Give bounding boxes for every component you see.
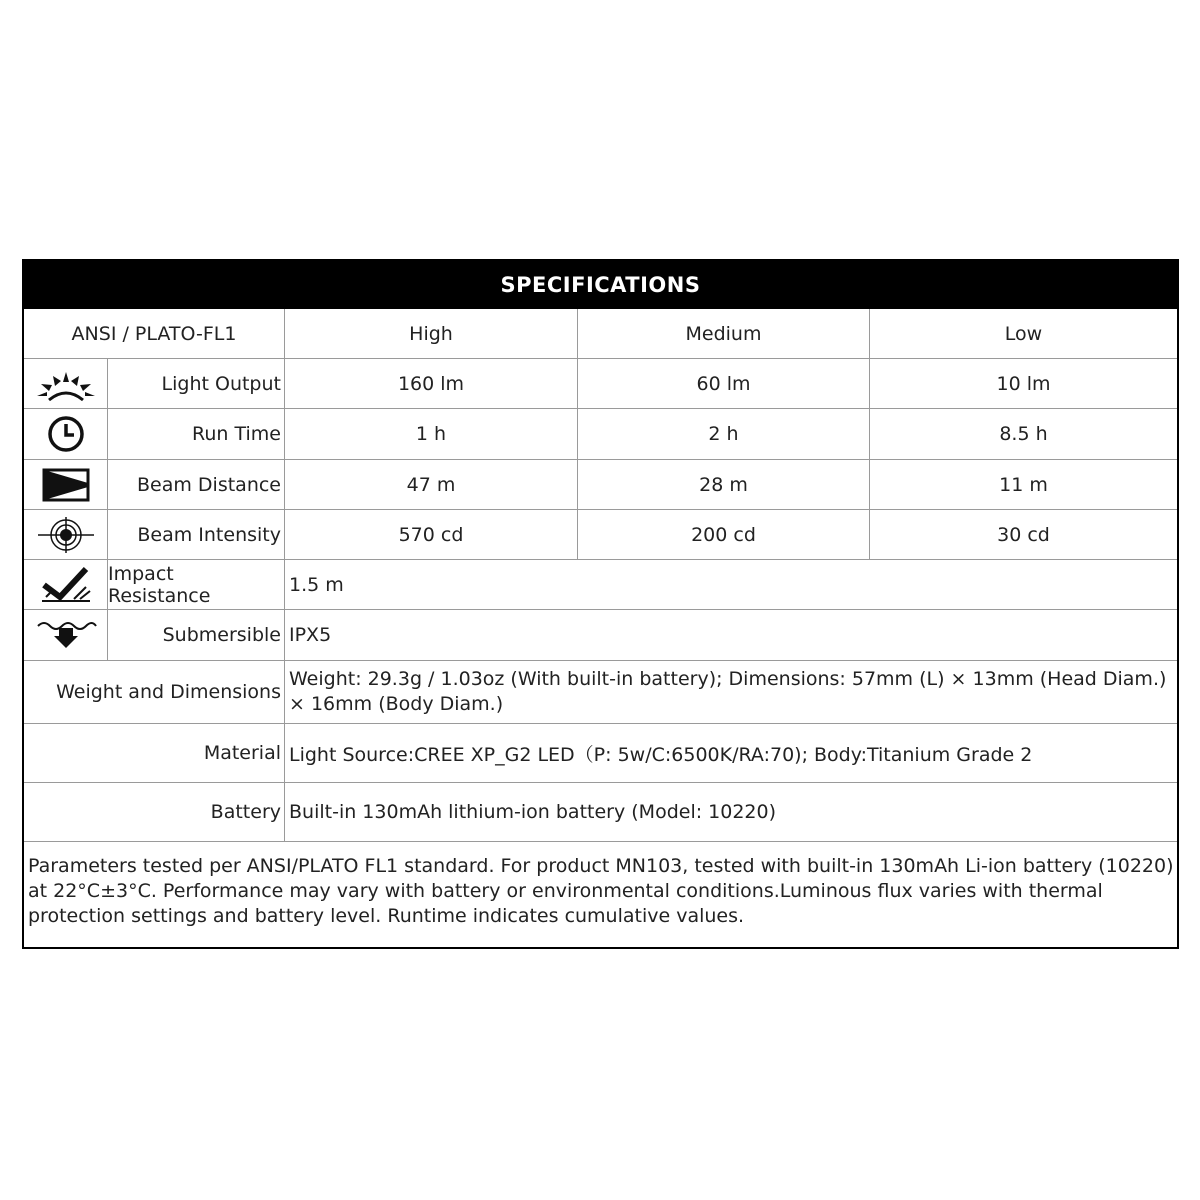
value-cell: 28 m bbox=[699, 473, 748, 496]
mode-low: Low bbox=[1004, 322, 1043, 345]
row-divider bbox=[24, 841, 1177, 842]
row-label: Submersible bbox=[162, 624, 281, 646]
value-cell: 10 lm bbox=[996, 372, 1051, 395]
value-cell: 60 lm bbox=[696, 372, 751, 395]
value-cell: 1.5 m bbox=[289, 573, 344, 596]
impact-resistance-icon bbox=[24, 560, 107, 609]
row-label: Material bbox=[203, 742, 281, 764]
row-label: Weight and Dimensions bbox=[56, 681, 281, 703]
row-label: Light Output bbox=[161, 372, 281, 395]
footnote: Parameters tested per ANSI/PLATO FL1 standard. For product MN103, tested with built-in 130mAh Li-ion battery (10220) at 22°C±3°C. Performance may vary with battery or environmental conditions.Luminous flux varies with thermal protection settings and battery level. Runtime indicates cumulative values. bbox=[28, 855, 1174, 927]
value-cell: 1 h bbox=[415, 423, 447, 445]
value-cell: 570 cd bbox=[398, 523, 464, 546]
mode-high: High bbox=[409, 322, 453, 345]
value-cell: 47 m bbox=[406, 473, 456, 496]
target-icon bbox=[24, 510, 107, 559]
value-cell: 30 cd bbox=[997, 523, 1050, 546]
value-cell: 8.5 h bbox=[999, 423, 1048, 445]
value-cell: Built-in 130mAh lithium-ion battery (Model: 10220) bbox=[289, 801, 777, 823]
row-label: Battery bbox=[210, 801, 281, 823]
row-label: Beam Intensity bbox=[137, 523, 281, 546]
row-label: Beam Distance bbox=[137, 473, 281, 496]
clock-icon bbox=[24, 409, 107, 459]
standard-label: ANSI / PLATO-FL1 bbox=[71, 322, 237, 345]
value-cell: Weight: 29.3g / 1.03oz (With built-in battery); Dimensions: 57mm (L) × 13mm (Head Diam.) × 16mm (Body Diam.) bbox=[289, 668, 1167, 715]
row-label: Run Time bbox=[192, 423, 281, 445]
value-cell: 2 h bbox=[708, 423, 739, 445]
mode-medium: Medium bbox=[685, 322, 762, 345]
table-title: SPECIFICATIONS bbox=[24, 261, 1177, 309]
value-cell: Light Source:CREE XP_G2 LED（P: 5w/C:6500K/RA:70); Body:Titanium Grade 2 bbox=[289, 743, 1033, 766]
value-cell: 11 m bbox=[999, 473, 1048, 496]
submersible-icon bbox=[24, 610, 107, 660]
light-output-icon bbox=[24, 359, 107, 408]
specifications-table bbox=[22, 259, 1179, 949]
value-cell: 200 cd bbox=[691, 523, 756, 546]
value-cell: 160 lm bbox=[397, 372, 465, 395]
row-label: Impact Resistance bbox=[108, 562, 211, 607]
beam-distance-icon bbox=[24, 460, 107, 509]
value-cell: IPX5 bbox=[289, 624, 332, 646]
